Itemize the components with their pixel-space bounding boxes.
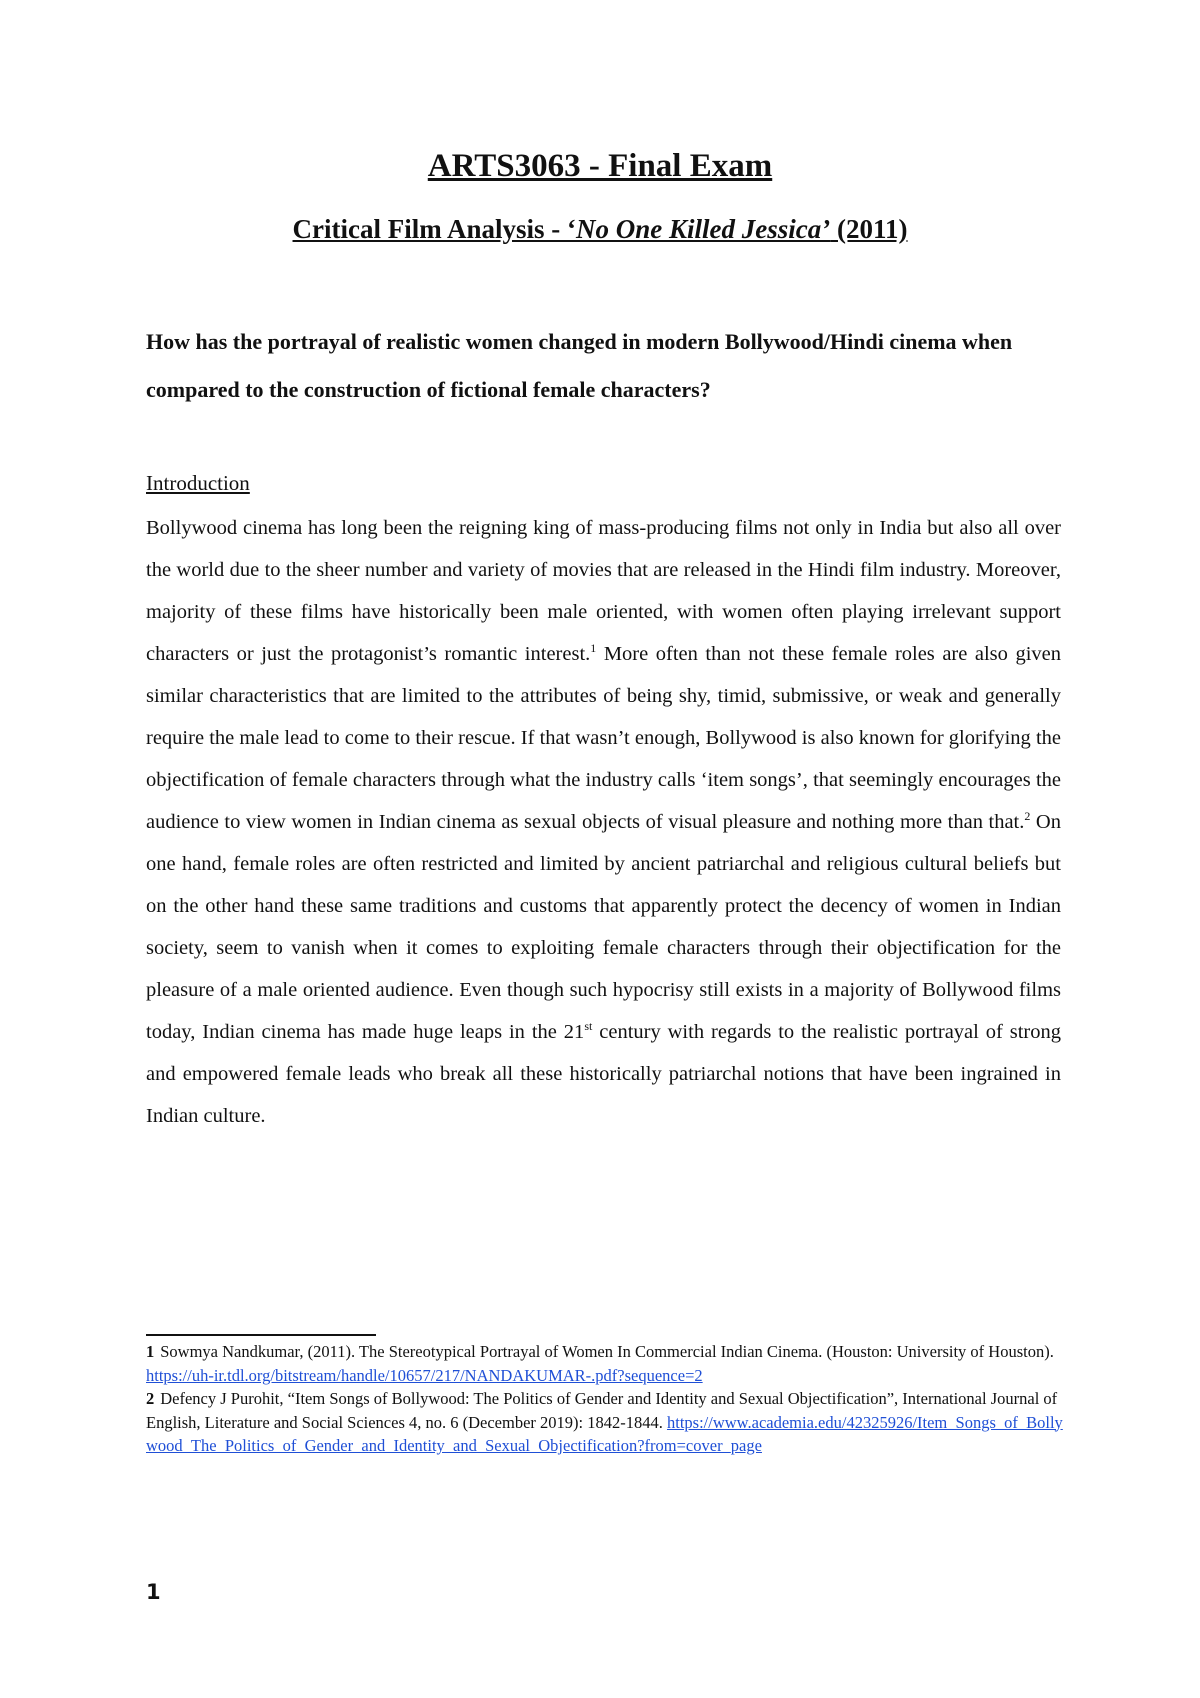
footnote-1 (146, 1340, 1066, 1387)
body-text-part-4: century with regards to the realistic portrayal of strong and empowered female leads who break all these historically patriarchal notions that have been ingrained in Indian culture. (146, 1021, 1061, 1127)
footnote-number: 1 (146, 1342, 155, 1361)
footnote-number: 2 (146, 1389, 155, 1408)
ordinal-suffix: st (584, 1019, 593, 1034)
introduction-paragraph (146, 507, 1061, 1137)
body-text-part-3: On one hand, female roles are often restricted and limited by ancient patriarchal and religious cultural beliefs but on the other hand these same traditions and customs that apparently protect the decency of women in Indian society, seem to vanish when it comes to exploiting female characters through their objectification for the pleasure of a male oriented audience. Even though such hypocrisy still exists in a majority of Bollywood films today, Indian cinema has made huge leaps in the 21 (146, 811, 1061, 1043)
subtitle-film-title: No One Killed Jessica’ (576, 214, 831, 244)
research-question: How has the portrayal of realistic women changed in modern Bollywood/Hindi cinema when compared to the construction of fictional female characters? (146, 329, 1013, 402)
document-title: ARTS3063 - Final Exam (427, 148, 773, 184)
footnote-text: Defency J Purohit, “Item Songs of Bollywood: The Politics of Gender and Identity and Sexual Objectification”, International Journal of English, Literature and Social Sciences 4, no. 6 (December 2019): 1842-1844. (146, 1389, 1058, 1432)
footnote-ref-2[interactable]: 2 (1024, 809, 1031, 824)
footnote-link[interactable]: https://www.academia.edu/42325926/Item_Songs_of_Bollywood_The_Politics_of_Gender_and_Identity_and_Sexual_Objectification?from=cover_page (146, 1412, 1063, 1455)
section-heading-introduction: Introduction (146, 471, 250, 495)
body-text-part-2: More often than not these female roles are also given similar characteristics that are limited to the attributes of being shy, timid, submissive, or weak and generally require the male lead to come to their rescue. If that wasn’t enough, Bollywood is also known for glorifying the objectification of female characters through what the industry calls ‘item songs’, that seemingly encourages the audience to view women in Indian cinema as sexual objects of visual pleasure and nothing more than that. (146, 643, 1061, 833)
footnotes (146, 1340, 1066, 1458)
body-text-part-1: Bollywood cinema has long been the reigning king of mass-producing films not only in India but also all over the world due to the sheer number and variety of movies that are released in the Hindi film industry. Moreover, majority of these films have historically been male oriented, with women often playing irrelevant support characters or just the protagonist’s romantic interest. (146, 517, 1061, 665)
page-number: 1 (146, 1580, 161, 1604)
footnote-separator (146, 1334, 376, 1336)
footnote-link[interactable]: https://uh-ir.tdl.org/bitstream/handle/10657/217/NANDAKUMAR-.pdf?sequence=2 (146, 1365, 703, 1385)
subtitle-year: (2011) (830, 214, 908, 244)
footnote-text: Sowmya Nandkumar, (2011). The Stereotypical Portrayal of Women In Commercial Indian Cinema. (Houston: University of Houston). (160, 1342, 1054, 1361)
footnote-2 (146, 1387, 1066, 1458)
subtitle-prefix: Critical Film Analysis - ‘ (292, 214, 576, 244)
footnote-ref-1[interactable]: 1 (590, 641, 597, 656)
document-subtitle (0, 212, 1200, 246)
